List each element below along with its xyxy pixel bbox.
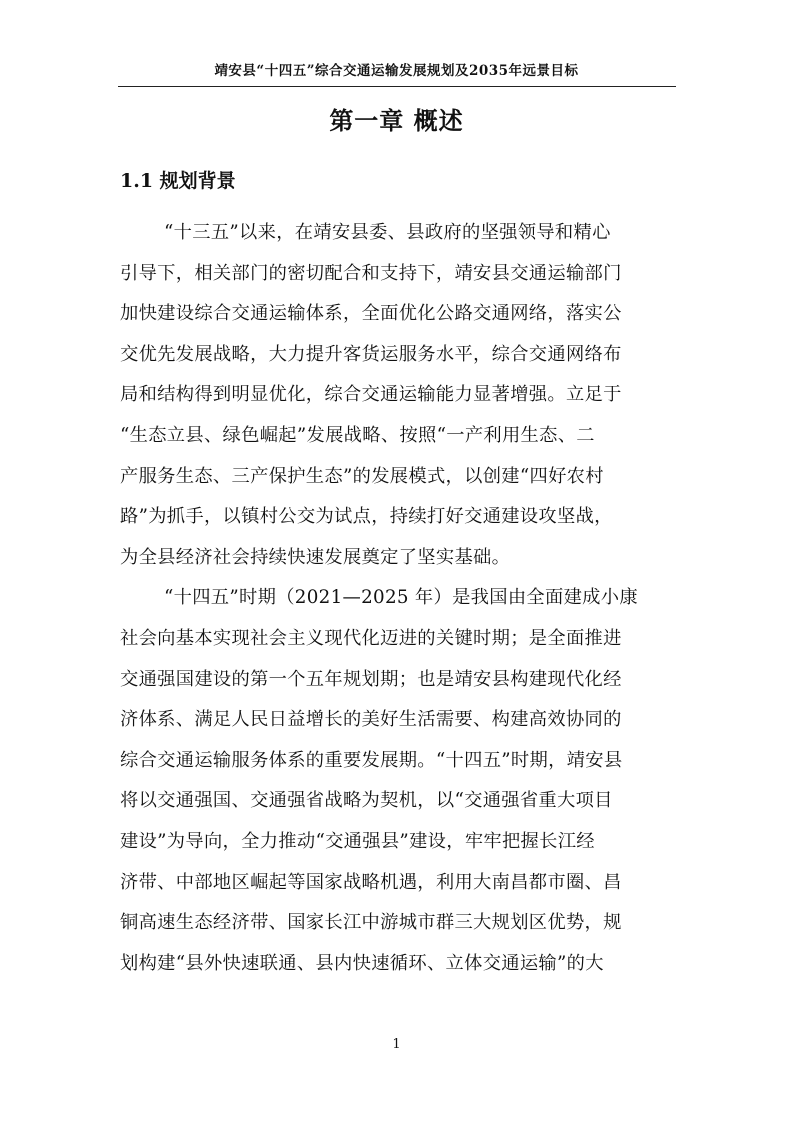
header-rule	[118, 86, 676, 87]
paragraph-line: 路”为抓手，以镇村公交为试点，持续打好交通建设攻坚战，	[120, 506, 613, 528]
paragraph-line: 划构建“县外快速联通、县内快速循环、立体交通运输”的大	[120, 952, 604, 974]
running-header: 靖安县“十四五”综合交通运输发展规划及2035年远景目标	[214, 63, 579, 79]
section-title: 1.1 规划背景	[120, 170, 236, 192]
paragraph-line: 加快建设综合交通运输体系，全面优化公路交通网络，落实公	[120, 303, 622, 325]
paragraph-line: 产服务生态、三产保护生态”的发展模式，以创建“四好农村	[120, 465, 604, 487]
paragraph-line: “十四五”时期（2021—2025 年）是我国由全面建成小康	[164, 587, 638, 609]
paragraph-line: 交优先发展战略，大力提升客货运服务水平，综合交通网络布	[120, 343, 622, 365]
paragraph-line: 为全县经济社会持续快速发展奠定了坚实基础。	[120, 546, 511, 568]
paragraph-line: 铜高速生态经济带、国家长江中游城市群三大规划区优势，规	[120, 912, 622, 934]
paragraph-line: 局和结构得到明显优化，综合交通运输能力显著增强。立足于	[120, 384, 622, 406]
paragraph-line: 综合交通运输服务体系的重要发展期。“十四五”时期，靖安县	[120, 749, 623, 771]
body-text	[120, 213, 676, 984]
paragraph-line: 建设”为导向，全力推动“交通强县”建设，牢牢把握长江经	[120, 830, 595, 852]
chapter-title: 第一章 概述	[329, 106, 464, 135]
paragraph-line: 交通强国建设的第一个五年规划期；也是靖安县构建现代化经	[120, 668, 622, 690]
paragraph-line: “十三五”以来，在靖安县委、县政府的坚强领导和精心	[164, 222, 611, 243]
paragraph-line: 济带、中部地区崛起等国家战略机遇，利用大南昌都市圈、昌	[120, 871, 622, 893]
paragraph-line: “生态立县、绿色崛起”发展战略、按照“一产利用生态、二	[120, 424, 595, 446]
paragraph-line: 社会向基本实现社会主义现代化迈进的关键时期；是全面推进	[120, 627, 622, 649]
paragraph-line: 济体系、满足人民日益增长的美好生活需要、构建高效协同的	[120, 709, 622, 731]
paragraph-line: 引导下，相关部门的密切配合和支持下，靖安县交通运输部门	[120, 262, 622, 284]
paragraph-1	[120, 213, 676, 578]
paragraph-2	[120, 578, 676, 984]
paragraph-line: 将以交通强国、交通强省战略为契机，以“交通强省重大项目	[120, 790, 613, 812]
page-number: 1	[392, 1037, 401, 1052]
